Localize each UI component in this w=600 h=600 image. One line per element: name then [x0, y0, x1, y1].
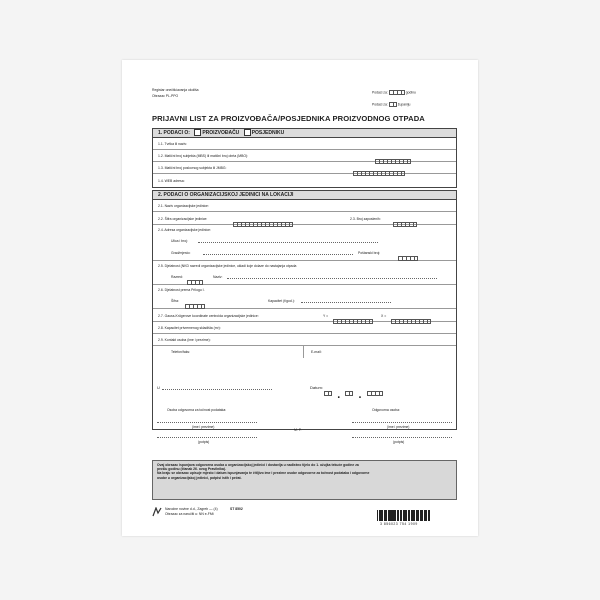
publisher-text: Narodne novine d.d., Zagreb — (4)	[165, 507, 218, 511]
place-input[interactable]	[162, 389, 272, 390]
register-line2: Obrazac PL-PPO	[152, 94, 179, 98]
producer-checkbox[interactable]	[194, 129, 201, 136]
form-code: ST 8502	[230, 507, 243, 511]
publisher-text-2: Obrazac za naručiti u: NN e-FMt	[165, 512, 214, 516]
capacity-input[interactable]	[301, 302, 391, 303]
section-2	[152, 190, 457, 430]
row-1-2[interactable]: 1.2. Matični broj subjekta (MBS) ili matični broj obrta (MBO):	[153, 150, 456, 162]
row-1-3[interactable]: 1.3. Matični broj poslovnog subjekta ili JMBG:	[153, 162, 456, 174]
date-label: Datum:	[310, 385, 323, 390]
instructions-note: Ovaj obrazac ispunjava odgovorna osoba u organizacijskoj jedinici i dostavlja u nadležno tijelo do 1. ožujka tekuće godine za prošlu godinu (članak 26. ovog Pravilnika). Na kraju se obrazac upisuje mjesto i datum ispunjavanja te čitljivo ime i prezime osobe odgovorne za točnost podataka i odgovorne osobe u organizacijskoj jedinici, potpisi istih i pečat.	[152, 460, 457, 500]
register-line1: Registar onečišćavanja okoliša	[152, 88, 199, 92]
place-label: U	[157, 385, 160, 390]
form-title: PRIJAVNI LIST ZA PROIZVOĐAČA/POSJEDNIKA PROIZVODNOG OTPADA	[152, 114, 425, 123]
row-1-1[interactable]: 1.1. Tvrtka ili naziv:	[153, 138, 456, 150]
row-2-5: 2.5. Djelatnost (NKD razredi organizacijske jedinice, ukladi koje dolaze do nastajanja otpada Razred: Naziv:	[153, 261, 456, 285]
publisher-logo-icon	[152, 507, 162, 517]
county-field[interactable]: Podaci za: županiju	[372, 102, 411, 107]
row-2-1[interactable]: 2.1. Naziv organizacijske jedinice:	[153, 200, 456, 212]
left-signer-title: Osoba odgovorna za točnost podataka:	[167, 408, 227, 412]
barcode-icon	[377, 507, 457, 521]
right-name-input[interactable]	[352, 422, 452, 423]
section-1	[152, 128, 457, 188]
left-signature-input[interactable]	[157, 437, 257, 438]
form-page: Registar onečišćavanja okoliša Obrazac PL-PPO Podaci za: godinu Podaci za: županiju PRIJAVNI LIST ZA PROIZVOĐAČA/POSJEDNIKA PROIZVODNOG OTPADA 1. PODACI O: PROIZVOĐAČU POSJEDNIKU 1.1. Tvrtka ili naziv: 1.2. Matični broj subjekta (MBS) ili matični broj obrta (MBO): 1.3. Matični broj poslovnog subjekta ili JMBG: 1.4. WEB adresa: 2. PODACI O ORGANIZACIJSKOJ JEDINICI NA LOKACIJI 2.1. Naziv organizacijske jedinice: 2.2. Šifra organizacijske jedinice: 2.3. Broj zaposlenih: 2.4. Adresa organizacijske jedinice: Ulica i broj: Grad/mjesto: Poštanski broj: 2.5. Djelatnost (NKD razredi organizacijske jedinice, ukladi koje dolaze do nastajanja otpada Razred: Naziv: 2.6. Djelatnost prema Prilogu I. Šifra: Kapacitet (t/god.): 2.7. Gauss-Krügerove koordinate centroida organizacijske jedinice: Y = X = 2.8. Kapacitet privremenog skladišta (m³): 2.9. Kontakt osoba (ime i prezime): Telefon/faks: E-mail: U Datum: . . Osoba odgovorna za točnost podataka: Odgovorna osoba: (ime i prezime) (ime i prezime) M. P. (potpis) (potpis) Ovaj obrazac ispunjava odgovorna osoba u organizacijskoj jedinici i dostavlja u nadležno tijelo do 1. ožujka tekuće godine za prošlu godinu (članak 26. ovog Pravilnika). Na kraju se obrazac upisuje mjesto i datum ispunjavanja te čitljivo ime i prezime osobe odgovorne za točnost podataka i odgovorne osobe u organizacijskoj jedinici, potpisi istih i pečat. Narodne novine d.d., Zagreb — (4) Obrazac za naručiti u: NN e-FMt ST 8502 3 856023 754 1909	[122, 60, 478, 536]
row-1-4[interactable]: 1.4. WEB adresa:	[158, 179, 185, 183]
row-2-9[interactable]: 2.9. Kontakt osoba (ime i prezime):	[153, 334, 456, 346]
row-2-8[interactable]: 2.8. Kapacitet privremenog skladišta (m³):	[153, 322, 456, 334]
row-2-7: 2.7. Gauss-Krügerove koordinate centroida organizacijske jedinice: Y = X =	[153, 309, 456, 322]
right-signature-input[interactable]	[352, 437, 452, 438]
row-2-2[interactable]: 2.2. Šifra organizacijske jedinice: 2.3. Broj zaposlenih:	[153, 212, 456, 225]
class-name-input[interactable]	[227, 278, 437, 279]
city-input[interactable]	[203, 254, 353, 255]
county-boxes[interactable]	[389, 102, 397, 107]
row-2-4: 2.4. Adresa organizacijske jedinice: Ulica i broj: Grad/mjesto: Poštanski broj:	[153, 225, 456, 261]
barcode-number: 3 856023 754 1909	[380, 522, 418, 526]
row-2-9-contact: Telefon/faks: E-mail:	[153, 346, 456, 358]
section-2-header: 2. PODACI O ORGANIZACIJSKOJ JEDINICI NA LOKACIJI	[153, 191, 456, 200]
street-input[interactable]	[198, 242, 378, 243]
stamp-label: M. P.	[294, 428, 302, 432]
year-boxes[interactable]	[389, 90, 405, 95]
year-field[interactable]: Podaci za: godinu	[372, 90, 416, 95]
right-signer-title: Odgovorna osoba:	[372, 408, 400, 412]
date-boxes[interactable]: . .	[324, 385, 383, 403]
left-name-input[interactable]	[157, 422, 257, 423]
holder-checkbox[interactable]	[244, 129, 251, 136]
row-2-6: 2.6. Djelatnost prema Prilogu I. Šifra: Kapacitet (t/god.):	[153, 285, 456, 309]
section-1-header: 1. PODACI O: PROIZVOĐAČU POSJEDNIKU	[153, 129, 456, 138]
